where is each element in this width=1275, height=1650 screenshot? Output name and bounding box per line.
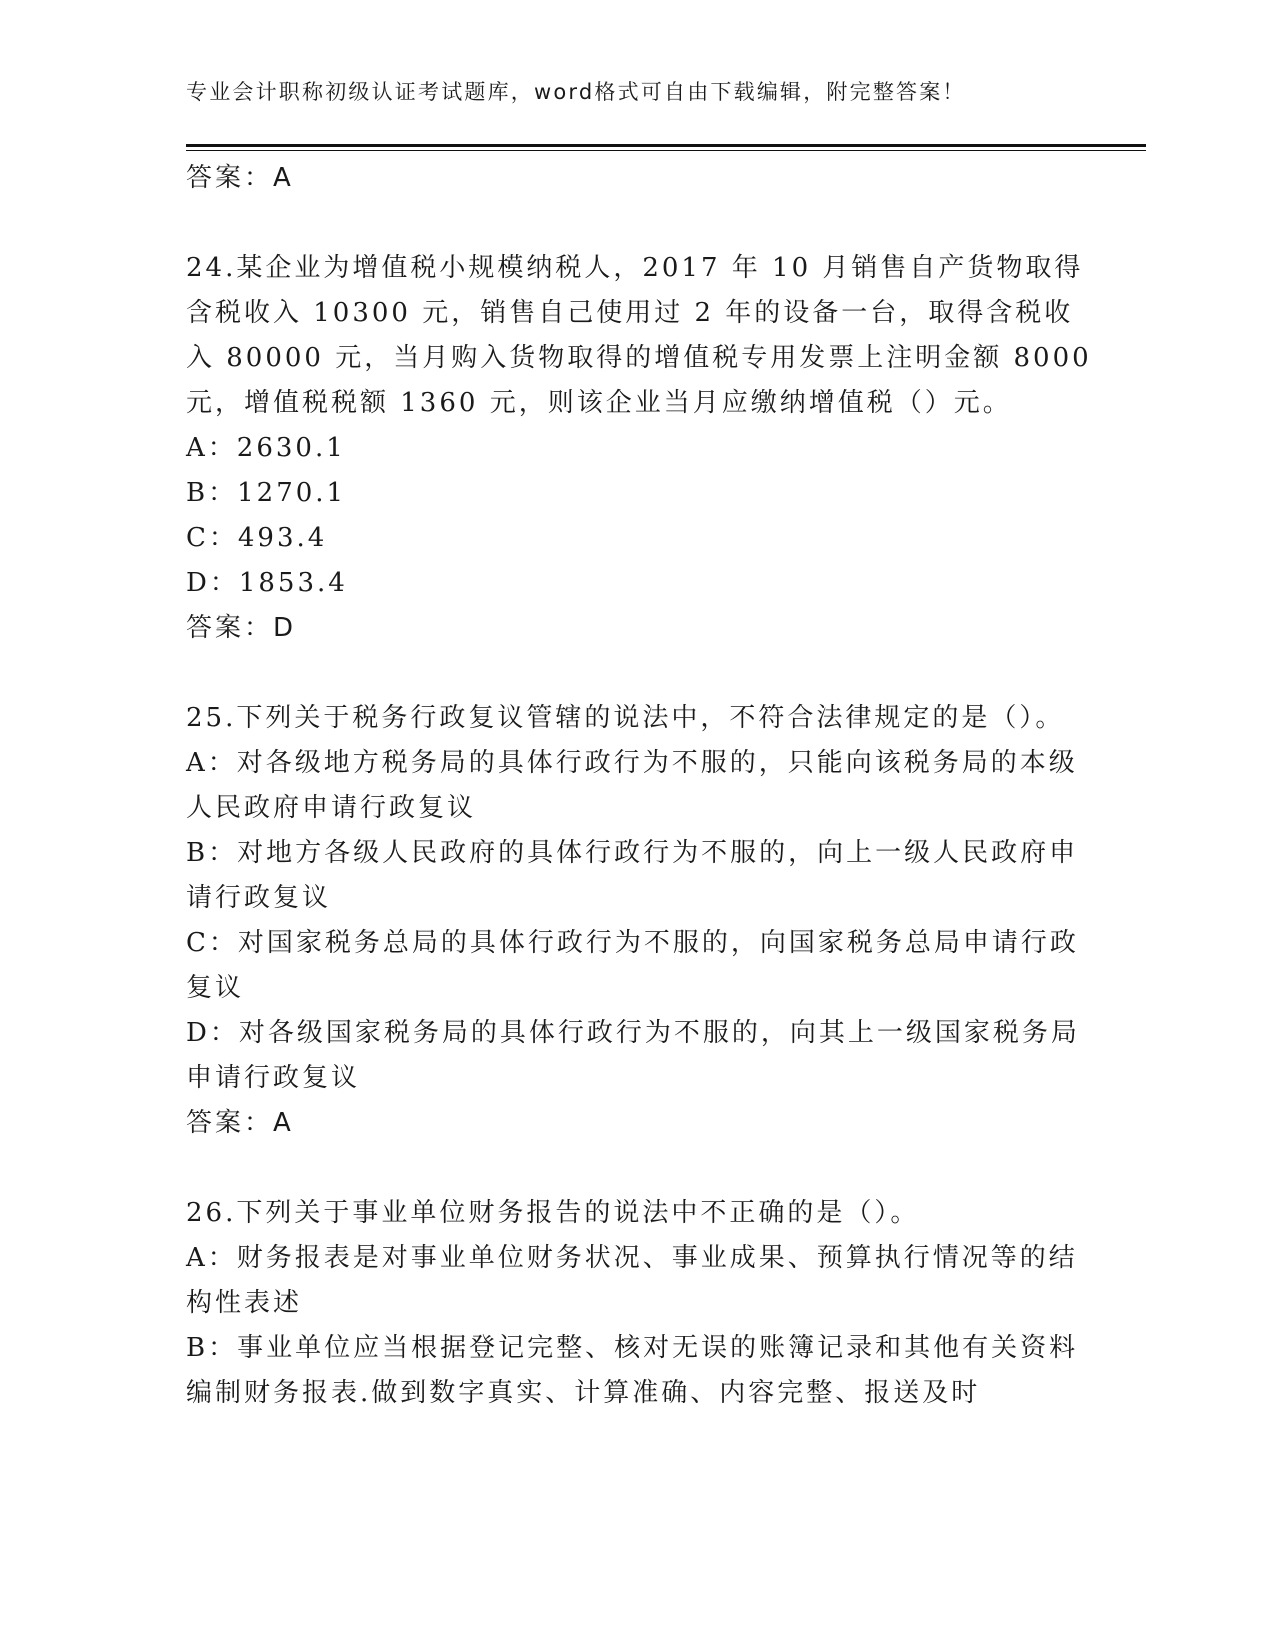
header-rule-thin <box>186 150 1146 151</box>
option-a-cont: 构性表述 <box>186 1288 303 1318</box>
option-d: D：对各级国家税务局的具体行政行为不服的，向其上一级国家税务局 <box>186 1018 1080 1048</box>
spacer <box>186 201 1086 246</box>
option-b-cont: 请行政复议 <box>186 883 332 913</box>
question-stem: 26.下列关于事业单位财务报告的说法中不正确的是（）。 <box>186 1198 920 1228</box>
option-d-cont: 申请行政复议 <box>186 1063 361 1093</box>
answer: 答案：A <box>186 1108 294 1138</box>
question-25 <box>186 696 1086 1146</box>
option-d: D：1853.4 <box>186 568 348 598</box>
option-c: C：493.4 <box>186 523 328 553</box>
option-c: C：对国家税务总局的具体行政行为不服的，向国家税务总局申请行政 <box>186 928 1079 958</box>
option-a: A：对各级地方税务局的具体行政行为不服的，只能向该税务局的本级 <box>186 748 1078 778</box>
option-c-cont: 复议 <box>186 973 245 1003</box>
page-header: 专业会计职称初级认证考试题库，word格式可自由下载编辑，附完整答案！ <box>186 80 966 104</box>
spacer <box>186 651 1086 696</box>
question-24 <box>186 246 1092 651</box>
question-stem-line: 含税收入 10300 元，销售自己使用过 2 年的设备一台，取得含税收 <box>186 298 1074 328</box>
header-rule-thick <box>186 144 1146 147</box>
option-b: B：1270.1 <box>186 478 347 508</box>
question-stem: 25.下列关于税务行政复议管辖的说法中，不符合法律规定的是（）。 <box>186 703 1065 733</box>
option-b: B：对地方各级人民政府的具体行政行为不服的，向上一级人民政府申 <box>186 838 1079 868</box>
option-a: A：财务报表是对事业单位财务状况、事业成果、预算执行情况等的结 <box>186 1243 1078 1273</box>
document-body <box>186 156 1092 1416</box>
option-a-cont: 人民政府申请行政复议 <box>186 793 477 823</box>
question-stem-line: 入 80000 元，当月购入货物取得的增值税专用发票上注明金额 8000 <box>186 343 1092 373</box>
question-26 <box>186 1191 1086 1416</box>
answer: 答案：D <box>186 613 297 643</box>
question-stem-line: 24.某企业为增值税小规模纳税人，2017 年 10 月销售自产货物取得 <box>186 253 1084 283</box>
previous-answer: 答案：A <box>186 163 294 193</box>
option-b: B：事业单位应当根据登记完整、核对无误的账簿记录和其他有关资料 <box>186 1333 1079 1363</box>
spacer <box>186 1146 1086 1191</box>
option-a: A：2630.1 <box>186 433 346 463</box>
option-b-cont: 编制财务报表.做到数字真实、计算准确、内容完整、报送及时 <box>186 1378 981 1408</box>
question-stem-line: 元，增值税税额 1360 元，则该企业当月应缴纳增值税（）元。 <box>186 388 1012 418</box>
